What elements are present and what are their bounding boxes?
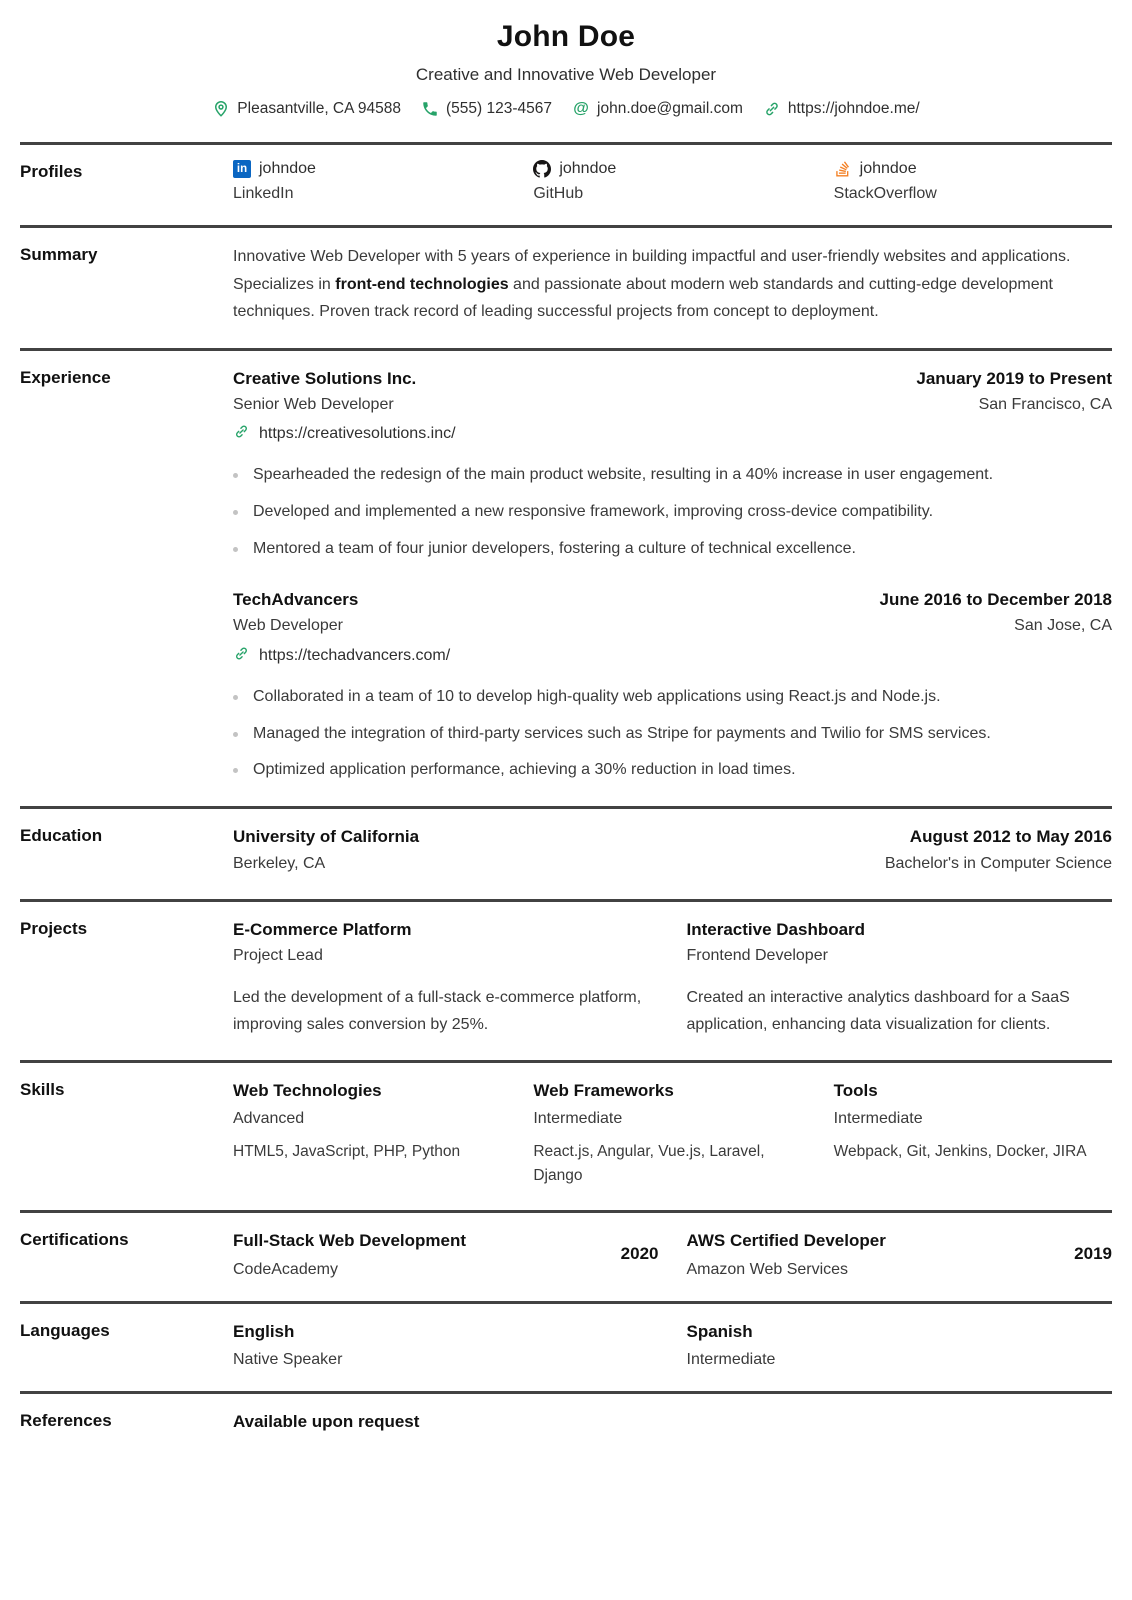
url-text: https://techadvancers.com/	[259, 646, 451, 664]
certification-year: 2020	[620, 1243, 659, 1263]
profile-linkedin	[233, 160, 511, 203]
certification-item	[233, 1228, 659, 1278]
bullet-dot-icon	[233, 547, 238, 552]
project-description: Led the development of a full-stack e-commerce platform, improving sales conversion by 25%.	[233, 988, 642, 1033]
profiles-label: Profiles	[20, 162, 83, 181]
section-education	[20, 806, 1112, 899]
bullet-item: Developed and implemented a new responsive framework, improving cross-device compatibility.	[233, 499, 1112, 526]
link-icon	[233, 423, 250, 445]
location-text: Pleasantville, CA 94588	[237, 100, 402, 117]
linkedin-icon: in	[233, 160, 251, 178]
projects-label: Projects	[20, 919, 88, 938]
summary-text-part: and passionate about modern web standards and cutting-edge development techniques. Proven track record of leading successful projects from concept to deployment.	[233, 275, 1053, 321]
position-title: Senior Web Developer	[233, 395, 394, 413]
profile-network: LinkedIn	[233, 185, 294, 202]
skill-level: Advanced	[233, 1110, 305, 1128]
job-location: San Jose, CA	[1014, 617, 1112, 635]
profile-username[interactable]: johndoe	[259, 160, 316, 177]
link-icon	[233, 645, 250, 667]
skill-name: Web Technologies	[233, 1081, 382, 1101]
section-experience	[20, 348, 1112, 807]
job-location: San Francisco, CA	[978, 395, 1112, 413]
certification-item	[687, 1228, 1113, 1278]
section-references	[20, 1391, 1112, 1457]
bullet-item: Collaborated in a team of 10 to develop high-quality web applications using React.js and Node.js.	[233, 684, 1112, 711]
location-pin-icon	[212, 100, 230, 118]
section-summary	[20, 225, 1112, 348]
headline: Creative and Innovative Web Developer	[415, 65, 717, 84]
bullet-item: Optimized application performance, achieving a 30% reduction in load times.	[233, 757, 1112, 784]
section-languages	[20, 1301, 1112, 1391]
skill-level: Intermediate	[833, 1110, 923, 1128]
bullet-dot-icon	[233, 473, 238, 478]
language-name: English	[233, 1321, 295, 1341]
skill-group	[533, 1078, 811, 1188]
references-label: References	[20, 1411, 112, 1431]
github-icon	[533, 160, 551, 178]
date-range: January 2019 to Present	[916, 368, 1112, 388]
bullet-dot-icon	[233, 510, 238, 515]
company-name: Creative Solutions Inc.	[233, 368, 417, 388]
certification-name: Full-Stack Web Development	[233, 1231, 467, 1251]
degree: Bachelor's in Computer Science	[884, 854, 1112, 872]
phone-icon	[421, 100, 439, 118]
contact-website[interactable]	[763, 100, 920, 118]
language-level: Intermediate	[686, 1351, 776, 1369]
project-name: Interactive Dashboard	[686, 920, 866, 939]
profile-github	[533, 160, 811, 203]
education-label: Education	[20, 826, 103, 846]
contact-location	[212, 100, 401, 118]
certifications-label: Certifications	[20, 1230, 129, 1250]
date-range: August 2012 to May 2016	[909, 827, 1112, 847]
summary-text	[233, 243, 1112, 326]
profile-username[interactable]: johndoe	[559, 160, 617, 177]
project-item	[687, 917, 1113, 1038]
experience-item	[233, 366, 1112, 563]
profile-network: StackOverflow	[833, 185, 937, 202]
contact-phone	[421, 100, 552, 118]
company-url[interactable]	[233, 645, 1112, 667]
experience-bullets	[233, 462, 1112, 563]
language-level: Native Speaker	[233, 1351, 343, 1369]
url-text: https://creativesolutions.inc/	[259, 425, 456, 443]
bullet-item: Mentored a team of four junior developers, fostering a culture of technical excellence.	[233, 536, 1112, 563]
company-name: TechAdvancers	[233, 589, 359, 609]
certification-name: AWS Certified Developer	[686, 1231, 886, 1251]
language-item	[687, 1319, 1113, 1369]
section-certifications	[20, 1210, 1112, 1300]
skill-name: Tools	[833, 1081, 878, 1101]
certification-year: 2019	[1074, 1243, 1112, 1263]
institution-name: University of California	[233, 827, 420, 847]
skill-group	[233, 1078, 511, 1188]
skill-keywords: Webpack, Git, Jenkins, Docker, JIRA	[833, 1143, 1087, 1161]
position-title: Web Developer	[233, 617, 343, 635]
summary-label: Summary	[20, 245, 98, 264]
at-icon: @	[573, 100, 589, 117]
profile-stackoverflow	[834, 160, 1112, 203]
date-range: June 2016 to December 2018	[879, 589, 1112, 609]
certification-issuer: Amazon Web Services	[686, 1260, 849, 1278]
email-text: john.doe@gmail.com	[597, 100, 743, 117]
project-item	[233, 917, 659, 1038]
skills-label: Skills	[20, 1080, 65, 1100]
skill-level: Intermediate	[533, 1110, 623, 1128]
project-description: Created an interactive analytics dashboard for a SaaS application, enhancing data visualization for clients.	[686, 988, 1070, 1033]
bullet-item: Spearheaded the redesign of the main product website, resulting in a 40% increase in user engagement.	[233, 462, 1112, 489]
skill-name: Web Frameworks	[533, 1081, 674, 1101]
experience-bullets	[233, 684, 1112, 785]
references-text: Available upon request	[233, 1412, 420, 1432]
bullet-item: Managed the integration of third-party services such as Stripe for payments and Twilio for SMS services.	[233, 721, 1112, 748]
bullet-dot-icon	[233, 768, 238, 773]
contact-row	[20, 100, 1112, 118]
stackoverflow-icon	[834, 160, 852, 178]
project-role: Frontend Developer	[686, 947, 828, 965]
language-item	[233, 1319, 659, 1369]
experience-label: Experience	[20, 367, 111, 387]
certification-issuer: CodeAcademy	[233, 1260, 338, 1278]
company-url[interactable]	[233, 423, 1112, 445]
profile-network: GitHub	[533, 185, 584, 202]
resume-header	[20, 0, 1112, 142]
project-name: E-Commerce Platform	[233, 920, 412, 939]
section-projects	[20, 899, 1112, 1060]
summary-text-part: Innovative Web Developer with 5 years of experience in building impactful and user-friendly websites and applications. Specializes in	[233, 248, 1071, 293]
phone-text: (555) 123-4567	[446, 100, 553, 117]
project-role: Project Lead	[233, 947, 323, 965]
profile-username[interactable]: johndoe	[859, 160, 917, 177]
skill-group	[834, 1078, 1112, 1188]
skill-keywords: React.js, Angular, Vue.js, Laravel, Django	[533, 1143, 765, 1185]
experience-item	[233, 587, 1112, 784]
education-item	[233, 824, 1112, 877]
bullet-dot-icon	[233, 695, 238, 700]
language-name: Spanish	[686, 1321, 753, 1341]
institution-location: Berkeley, CA	[233, 854, 326, 872]
summary-bold-phrase: front-end technologies	[335, 275, 509, 293]
section-profiles	[20, 142, 1112, 225]
section-skills	[20, 1060, 1112, 1210]
languages-label: Languages	[20, 1320, 110, 1340]
bullet-dot-icon	[233, 732, 238, 737]
person-name: John Doe	[496, 20, 636, 53]
contact-email[interactable]	[572, 100, 743, 118]
link-icon	[763, 100, 781, 118]
website-text: https://johndoe.me/	[787, 100, 920, 117]
skill-keywords: HTML5, JavaScript, PHP, Python	[233, 1143, 461, 1161]
